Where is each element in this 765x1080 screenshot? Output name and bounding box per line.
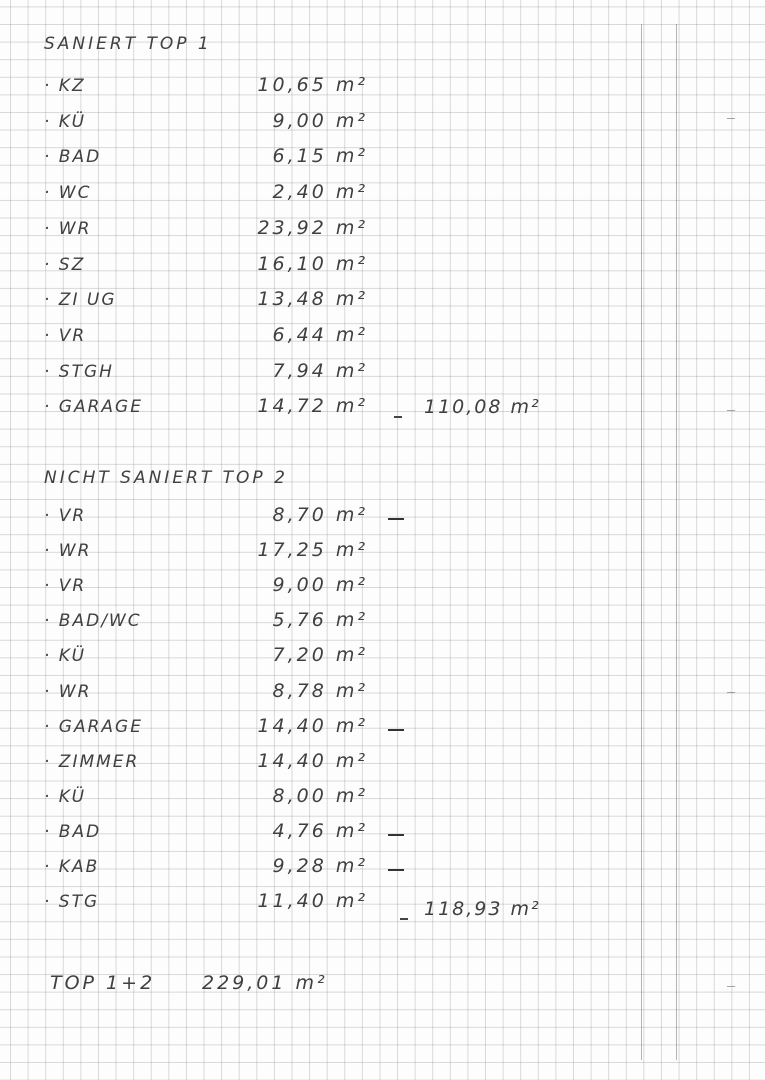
room-area-value: 9,00 m² <box>272 109 368 132</box>
room-area-value: 2,40 m² <box>272 181 368 204</box>
room-label: · WC <box>44 183 92 204</box>
room-label: · ZIMMER <box>44 751 140 772</box>
room-area-value: 6,15 m² <box>272 145 368 168</box>
check-dash <box>388 869 404 871</box>
room-label: · WR <box>44 541 92 562</box>
equals-dash <box>400 918 408 920</box>
room-area-value: 6,44 m² <box>272 323 368 346</box>
room-label: · BAD/WC <box>44 611 142 632</box>
edge-mark <box>727 410 735 411</box>
room-label: · KÜ <box>44 111 87 132</box>
room-area-value: 8,00 m² <box>272 784 368 807</box>
top2-sum: 118,93 m² <box>424 898 541 920</box>
room-label: · BAD <box>44 821 102 842</box>
room-area-value: 14,40 m² <box>257 714 368 737</box>
room-area-value: 5,76 m² <box>272 609 368 632</box>
check-dash <box>388 834 404 836</box>
margin-line <box>641 24 642 1060</box>
room-label: · SZ <box>44 254 86 275</box>
equals-dash <box>394 416 402 418</box>
check-dash <box>388 518 404 520</box>
room-label: · VR <box>44 325 87 346</box>
total-label: TOP 1+2 <box>50 972 156 994</box>
room-area-value: 14,40 m² <box>257 749 368 772</box>
room-area-value: 23,92 m² <box>257 216 368 239</box>
room-area-value: 17,25 m² <box>257 539 368 562</box>
edge-mark <box>727 692 735 693</box>
room-area-value: 8,78 m² <box>272 679 368 702</box>
room-label: · STGH <box>44 361 114 382</box>
room-label: · ZI UG <box>44 290 117 311</box>
room-area-value: 9,00 m² <box>272 574 368 597</box>
room-label: · GARAGE <box>44 716 143 737</box>
room-area-value: 4,76 m² <box>272 819 368 842</box>
room-label: · KÜ <box>44 786 87 807</box>
edge-mark <box>727 986 735 987</box>
room-label: · VR <box>44 506 87 526</box>
edge-mark <box>727 118 735 119</box>
room-label: · VR <box>44 576 87 597</box>
room-area-value: 14,72 m² <box>257 395 368 418</box>
room-area-value: 7,20 m² <box>272 644 368 667</box>
room-label: · KÜ <box>44 646 87 667</box>
room-area-value: 11,40 m² <box>257 890 368 913</box>
room-label: · WR <box>44 218 92 239</box>
room-label: · BAD <box>44 147 102 168</box>
room-area-value: 8,70 m² <box>272 504 368 526</box>
top1-heading: SANIERT TOP 1 <box>44 34 212 54</box>
room-label: · KZ <box>44 76 86 96</box>
room-label: · WR <box>44 681 92 702</box>
room-area-value: 10,65 m² <box>257 74 368 96</box>
top2-heading: NICHT SANIERT TOP 2 <box>44 468 288 488</box>
check-dash <box>388 729 404 731</box>
room-label: · GARAGE <box>44 397 143 418</box>
top1-sum: 110,08 m² <box>424 396 541 418</box>
room-label: · STG <box>44 892 100 913</box>
room-label: · KAB <box>44 857 100 877</box>
room-area-value: 9,28 m² <box>272 855 368 877</box>
total-value: 229,01 m² <box>202 972 328 994</box>
margin-line <box>676 24 677 1060</box>
room-area-value: 16,10 m² <box>257 252 368 275</box>
room-area-value: 7,94 m² <box>272 359 368 382</box>
room-area-value: 13,48 m² <box>257 288 368 311</box>
